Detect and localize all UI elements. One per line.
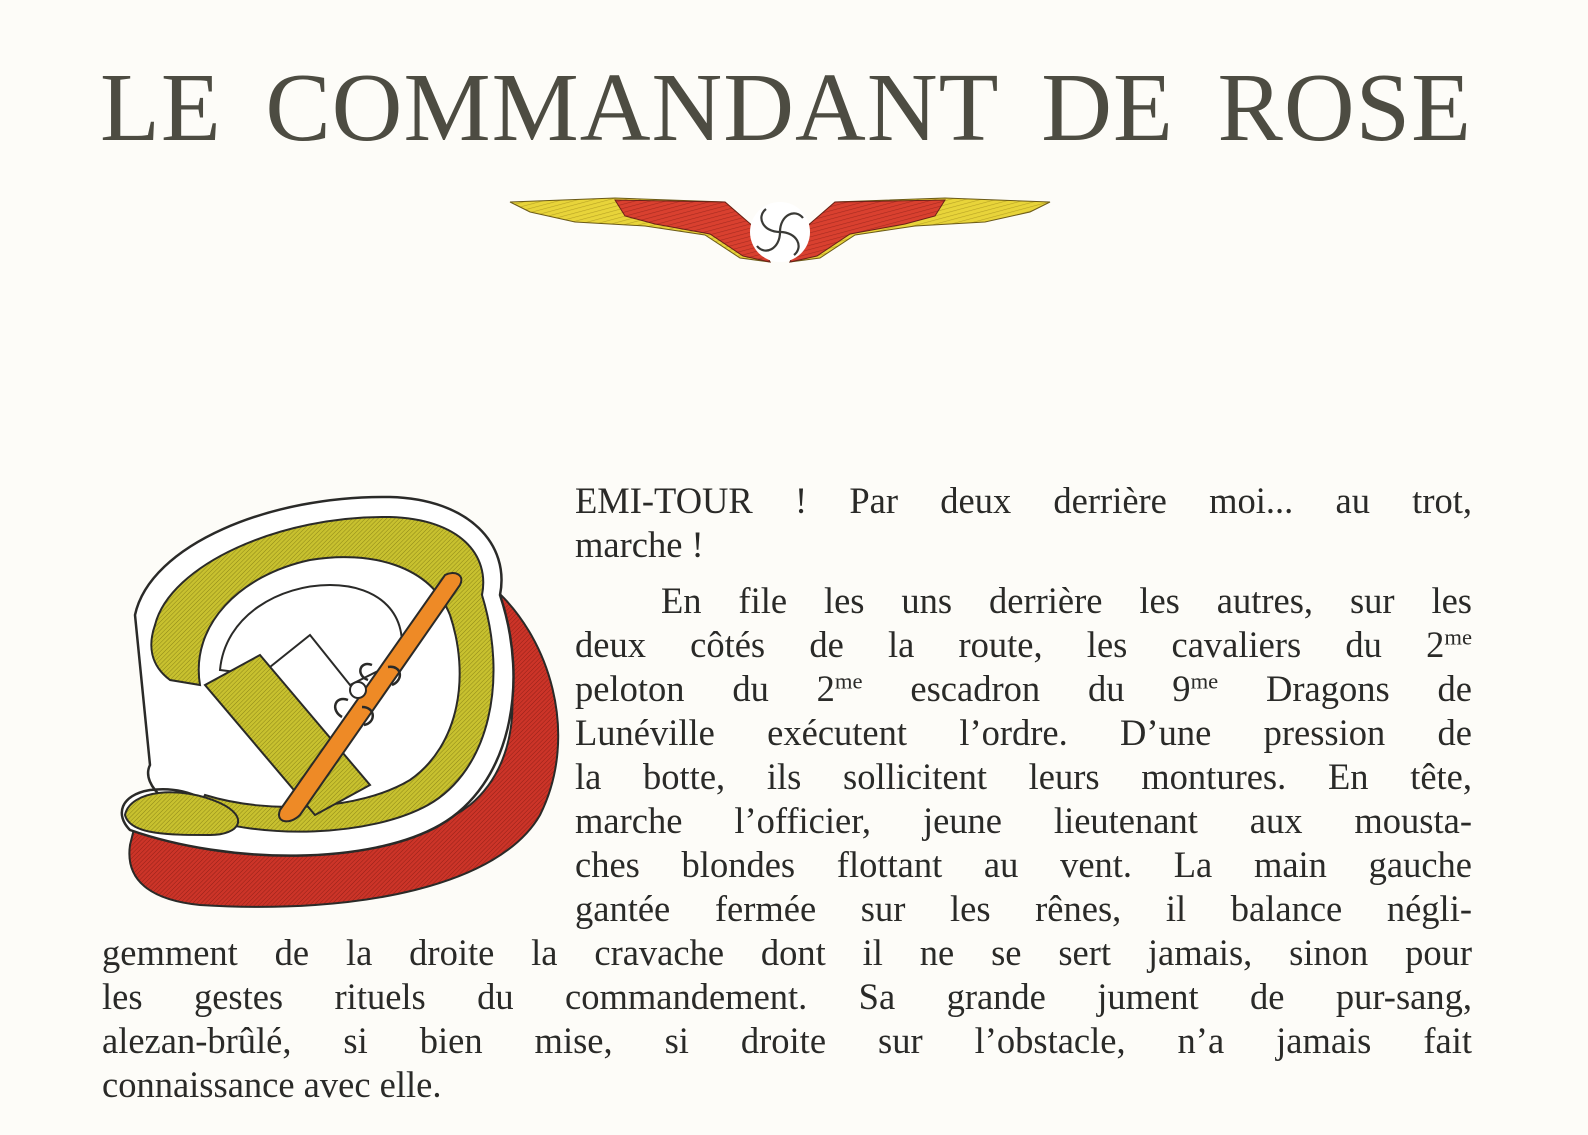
text-line: En file les uns derrière les autres, sur les xyxy=(661,580,1472,621)
text-line: gemment de la droite la cravache dont il ne se sert jamais, sinon pour xyxy=(102,932,1472,973)
text-line xyxy=(575,623,1472,667)
text-fragment: peloton du 2 xyxy=(575,668,835,709)
superscript: me xyxy=(1190,668,1219,694)
paragraph-2-narrow xyxy=(575,579,1472,931)
text-line: marche ! xyxy=(575,524,704,565)
text-fragment: escadron du 9 xyxy=(862,668,1191,709)
text-fragment: Dragons de xyxy=(1218,668,1473,709)
text-line: ches blondes flottant au vent. La main gauche xyxy=(575,844,1472,885)
text-line: EMI-TOUR ! Par deux derrière moi... au trot, xyxy=(575,480,1472,521)
text-line: marche l’officier, jeune lieutenant aux mousta- xyxy=(575,800,1472,841)
superscript: me xyxy=(1444,624,1472,650)
text-line: connaissance avec elle. xyxy=(102,1064,442,1105)
paragraph-1 xyxy=(575,479,1472,567)
text-line xyxy=(575,667,1472,711)
text-line: la botte, ils sollicitent leurs montures. En tête, xyxy=(575,756,1472,797)
text-line: alezan-brûlé, si bien mise, si droite sur l’obstacle, n’a jamais fait xyxy=(102,1020,1472,1061)
text-line: les gestes rituels du commandement. Sa grande jument de pur-sang, xyxy=(102,976,1472,1017)
text-fragment: deux côtés de la route, les cavaliers du 2 xyxy=(575,624,1445,665)
paragraph-2-full xyxy=(102,931,1472,1107)
page-title: LE COMMANDANT DE ROSE xyxy=(100,54,1472,162)
superscript: me xyxy=(834,668,863,694)
winged-pinwheel-icon xyxy=(505,190,1055,275)
text-line: Lunéville exécutent l’ordre. D’une pression de xyxy=(575,712,1472,753)
ornate-letter-d-icon xyxy=(110,485,570,915)
text-line: gantée fermée sur les rênes, il balance négli- xyxy=(575,888,1472,929)
